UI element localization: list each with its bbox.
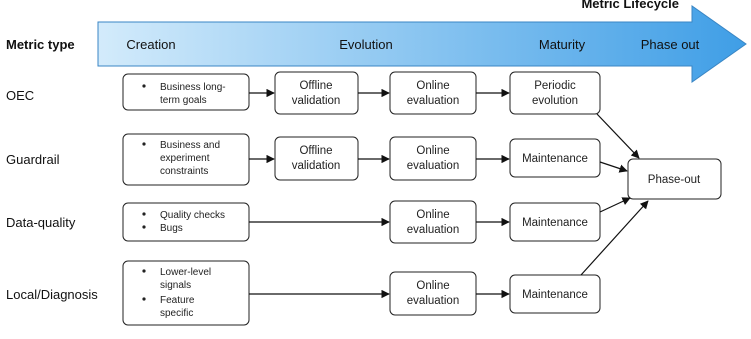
svg-text:specific: specific — [160, 308, 194, 319]
arrow-guardrail-to-phase-out — [600, 162, 627, 171]
stage-label-creation: Creation — [126, 37, 176, 52]
online-evaluation-box-data-quality — [390, 201, 476, 243]
maintenance-box-guardrail — [510, 139, 600, 177]
svg-text:Quality checks: Quality checks — [160, 210, 226, 221]
arrow-data-quality-to-phase-out — [600, 198, 630, 212]
arrow-oec-to-phase-out — [597, 114, 639, 158]
offline-validation-box-oec — [275, 72, 358, 114]
maintenance-box-data-quality — [510, 203, 600, 241]
svg-text:Business and: Business and — [160, 140, 221, 151]
svg-text:term goals: term goals — [160, 95, 207, 106]
creation-box-oec — [123, 74, 249, 110]
svg-text:Maintenance: Maintenance — [522, 217, 588, 229]
svg-text:Feature: Feature — [160, 295, 195, 306]
stage-label-evolution: Evolution — [339, 37, 393, 52]
online-evaluation-box-guardrail — [390, 137, 476, 180]
metric-type-header: Metric type — [6, 37, 75, 52]
svg-text:Lower-level: Lower-level — [160, 267, 212, 278]
svg-text:Bugs: Bugs — [160, 223, 183, 234]
svg-text:Online: Online — [416, 209, 450, 221]
online-evaluation-box-oec — [390, 72, 476, 114]
svg-text:Periodic: Periodic — [534, 80, 576, 92]
svg-text:evaluation: evaluation — [406, 224, 460, 236]
creation-box-data-quality — [123, 203, 249, 241]
svg-text:evolution: evolution — [531, 95, 579, 107]
svg-text:Online: Online — [416, 80, 450, 92]
svg-text:Maintenance: Maintenance — [522, 153, 588, 165]
svg-text:Online: Online — [416, 145, 450, 157]
creation-box-guardrail — [123, 134, 249, 185]
svg-text:validation: validation — [291, 95, 341, 107]
phase-out-box — [628, 159, 721, 199]
svg-text:signals: signals — [160, 280, 192, 291]
svg-text:evaluation: evaluation — [406, 295, 460, 307]
row-label-oec: OEC — [6, 88, 35, 103]
creation-box-local-diagnosis — [123, 261, 249, 325]
svg-text:Offline: Offline — [299, 145, 333, 157]
svg-text:Offline: Offline — [299, 80, 333, 92]
row-label-local-diagnosis: Local/Diagnosis — [6, 287, 98, 302]
svg-text:Phase-out: Phase-out — [647, 174, 701, 186]
row-label-data-quality: Data-quality — [6, 215, 76, 230]
row-label-guardrail: Guardrail — [6, 152, 60, 167]
online-evaluation-box-local-diagnosis — [390, 272, 476, 315]
offline-validation-box-guardrail — [275, 137, 358, 180]
periodic-evolution-box-oec — [510, 72, 600, 114]
maintenance-box-local-diagnosis — [510, 275, 600, 313]
stage-label-maturity: Maturity — [538, 37, 586, 52]
lifecycle-title: Metric Lifecycle — [581, 0, 679, 11]
svg-text:Business long-: Business long- — [160, 82, 226, 93]
svg-text:evaluation: evaluation — [406, 160, 460, 172]
svg-text:validation: validation — [291, 160, 341, 172]
stage-label-phase-out: Phase out — [640, 37, 700, 52]
svg-text:constraints: constraints — [160, 166, 209, 177]
svg-text:experiment: experiment — [160, 153, 210, 164]
svg-text:Maintenance: Maintenance — [522, 289, 588, 301]
svg-text:evaluation: evaluation — [406, 95, 460, 107]
svg-text:Online: Online — [416, 280, 450, 292]
